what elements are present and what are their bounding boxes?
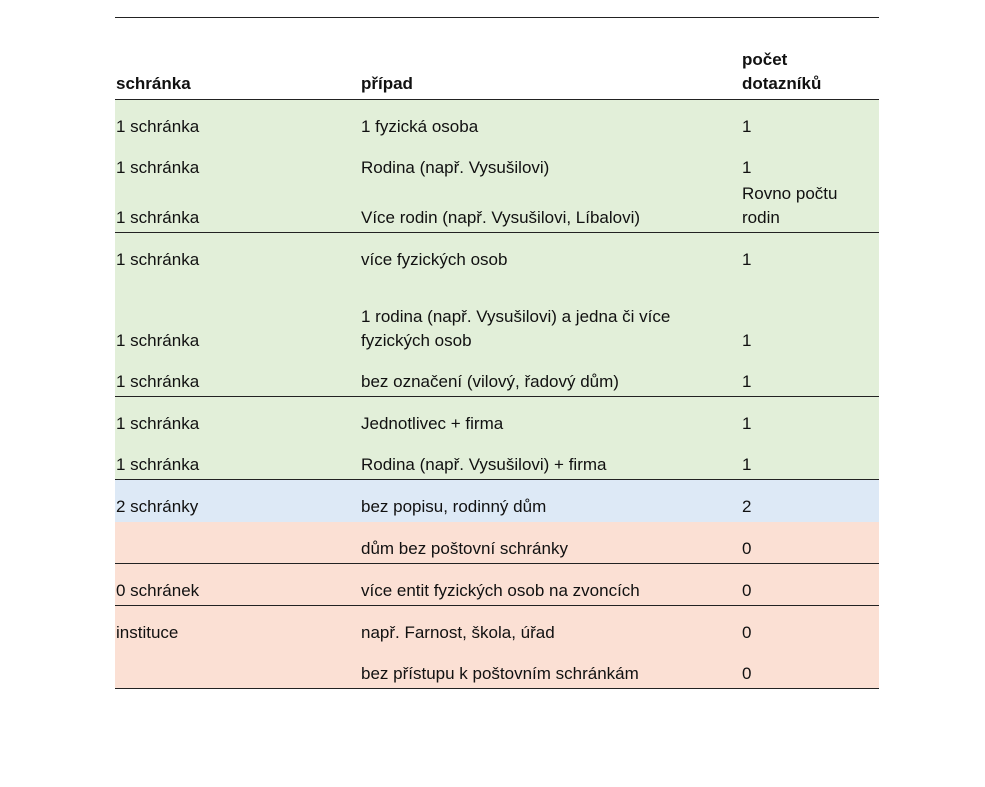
table-row	[115, 647, 879, 689]
cell-schranka: 0 schránek	[116, 581, 200, 600]
header-pripad: případ	[361, 74, 413, 93]
cell-pocet: 2	[742, 497, 752, 516]
cell-pripad: více fyzických osob	[361, 250, 508, 269]
cell-schranka: 1 schránka	[116, 372, 200, 391]
cell-schranka: instituce	[116, 623, 179, 642]
cell-pocet: Rovno počtu rodin	[742, 184, 838, 227]
cell-schranka: 1 schránka	[116, 455, 200, 474]
cell-schranka: 1 schránka	[116, 414, 200, 433]
table-row	[115, 100, 879, 141]
cell-pocet: 1	[742, 414, 752, 433]
cell-schranka: 2 schránky	[116, 497, 199, 516]
cell-pocet: 1	[742, 158, 752, 177]
table-row	[115, 606, 879, 647]
cell-pripad: bez označení (vilový, řadový dům)	[361, 372, 619, 391]
cell-pripad: bez přístupu k poštovním schránkám	[361, 664, 639, 683]
cell-schranka: 1 schránka	[116, 250, 200, 269]
table-header	[115, 18, 879, 100]
cell-pocet: 0	[742, 581, 752, 600]
cell-schranka: 1 schránka	[116, 117, 200, 136]
table-row	[115, 141, 879, 182]
cell-pripad: dům bez poštovní schránky	[361, 539, 568, 558]
table-row	[115, 438, 879, 480]
table-row	[115, 397, 879, 438]
cell-pripad: 1 rodina (např. Vysušilovi) a jedna či více fyzických osob	[361, 307, 671, 350]
cell-pocet: 1	[742, 455, 752, 474]
cell-pocet: 0	[742, 664, 752, 683]
header-pocet-dotazniku: počet dotazníků	[742, 50, 822, 93]
cell-pripad: Jednotlivec + firma	[361, 414, 504, 433]
table-row	[115, 274, 879, 355]
header-schranka: schránka	[116, 74, 191, 93]
table-row	[115, 355, 879, 397]
table-row	[115, 522, 879, 564]
cell-pripad: Rodina (např. Vysušilovi)	[361, 158, 550, 177]
cell-schranka: 1 schránka	[116, 158, 200, 177]
cell-pripad: Rodina (např. Vysušilovi) + firma	[361, 455, 607, 474]
cell-pocet: 1	[742, 331, 752, 350]
cell-pripad: bez popisu, rodinný dům	[361, 497, 547, 516]
cell-pripad: více entit fyzických osob na zvoncích	[361, 581, 640, 600]
cell-pocet: 0	[742, 539, 752, 558]
cell-schranka: 1 schránka	[116, 208, 200, 227]
cell-pocet: 1	[742, 372, 752, 391]
cell-pocet: 1	[742, 117, 752, 136]
table-row	[115, 233, 879, 274]
cell-pocet: 1	[742, 250, 752, 269]
cell-schranka: 1 schránka	[116, 331, 200, 350]
cell-pocet: 0	[742, 623, 752, 642]
cell-pripad: např. Farnost, škola, úřad	[361, 623, 555, 642]
table-row	[115, 480, 879, 522]
survey-table	[115, 17, 879, 689]
cell-pripad: Více rodin (např. Vysušilovi, Líbalovi)	[361, 208, 641, 227]
table-row	[115, 564, 879, 606]
cell-pripad: 1 fyzická osoba	[361, 117, 479, 136]
table-row	[115, 182, 879, 233]
